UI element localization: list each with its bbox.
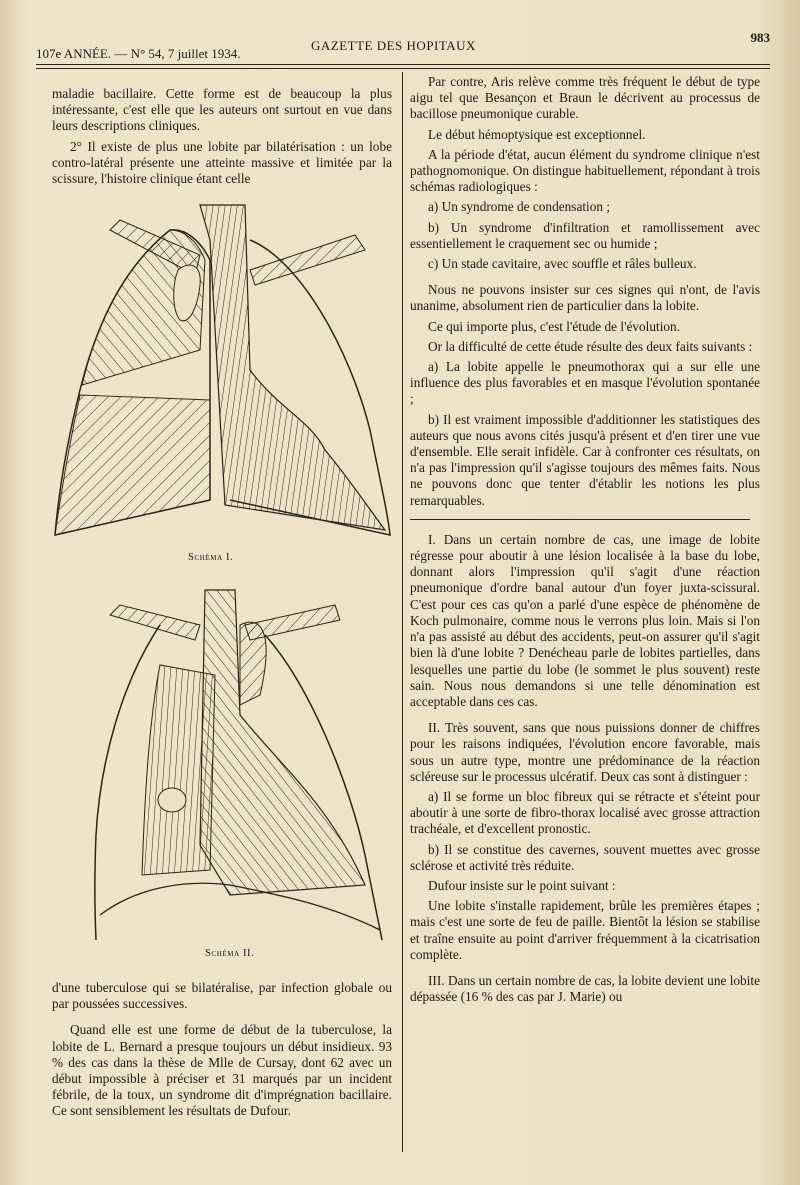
schema-1-figure: [50, 200, 395, 545]
journal-title: GAZETTE DES HOPITAUX: [311, 38, 476, 53]
paragraph: d'une tuberculose qui se bilatéralise, par infection globale ou par poussées successives.: [52, 980, 392, 1012]
paragraph: II. Très souvent, sans que nous puissions donner de chiffres pour les raisons indiquées, l'évolution encore favorable, mais sous un autre type, montre une prédominance de la réaction scléreuse sur le processus ulcératif. Deux cas sont à distinguer :: [410, 720, 760, 784]
paragraph: Une lobite s'installe rapidement, brûle les premières étapes ; mais c'est une sorte de feu de paille. Bientôt la lésion se stabilise et traîne ensuite au point d'arriver fréquemment à la cicatrisation complète.: [410, 898, 760, 962]
right-column: [410, 74, 760, 1009]
paragraph: Or la difficulté de cette étude résulte des deux faits suivants :: [428, 338, 753, 354]
list-item: b) Il est vraiment impossible d'additionner les statistiques des auteurs que nous avons cités jusqu'à présent et d'en tirer une vue d'ensemble. Elle serait infidèle. Car à confronter ces résultats, on n'a pas l'impression qu'il s'agisse toujours des mêmes faits. Nous ne pouvons donc que tenter d'établir les notions les plus remarquables.: [410, 411, 760, 508]
paragraph: Par contre, Aris relève comme très fréquent le début de type aigu tel que Besançon et Braun le décrivent au processus de bacillose pneumonique curable.: [410, 74, 760, 122]
list-item: c) Un stade cavitaire, avec souffle et râles bulleux.: [428, 256, 697, 272]
list-item: b) Il se constitue des cavernes, souvent muettes avec grosse sclérose et activité très réduite.: [410, 841, 760, 873]
paragraph: Ce qui importe plus, c'est l'étude de l'évolution.: [428, 318, 681, 334]
left-column-top: [52, 86, 392, 191]
cavern: [158, 788, 186, 812]
schema-2-figure: [50, 585, 395, 945]
right-clavicle: [250, 235, 365, 285]
header-rule-thin: [36, 68, 770, 69]
paragraph: 2° Il existe de plus une lobite par bilatérisation : un lobe contro-latéral présente une atteinte massive et limitée par la scissure, l'histoire clinique étant celle: [52, 138, 392, 187]
section-rule: [410, 519, 750, 520]
paragraph: maladie bacillaire. Cette forme est de beaucoup la plus intéressante, c'est elle que les auteurs ont surtout en vue dans leurs descriptions cliniques.: [52, 86, 392, 134]
figure-caption-1: Schéma I.: [188, 552, 234, 563]
section-1: I. Dans un certain nombre de cas, une image de lobite régresse pour aboutir à une lésion localisée à la base du lobe, donnant alors l'impression qu'il s'agit d'une réaction pneumonique d'ordre banal autour d'un foyer juxta-scissural. C'est pour ces cas qu'on a parlé d'une espèce de phénomène de Koch pulmonaire, comme nous le verrons plus loin. Mais si l'on n'a pas assisté au début des accidents, peut-on assurer qu'il s'agit bien là d'une lobite ? Denécheau parle de lobites partielles, dans lesquelles une partie du lobe (le sommet le plus souvent) reste sain. Nous nous demandons si une telle dénomination est acceptable dans ces cas.: [410, 531, 760, 709]
right-clavicle: [245, 605, 340, 640]
left-lower-lobe: [55, 395, 210, 535]
paragraph: Le début hémoptysique est exceptionnel.: [428, 126, 646, 142]
list-item: a) La lobite appelle le pneumothorax qui a sur elle une influence des plus favorables et en masque l'évolution spontanée ;: [410, 359, 760, 407]
paragraph: A la période d'état, aucun élément du syndrome clinique n'est pathognomonique. On distingue habituellement, répondant à trois schémas radiologiques :: [410, 146, 760, 195]
page-number: 983: [750, 30, 770, 45]
column-separator: [402, 72, 403, 1152]
header-rule: [36, 64, 770, 65]
list-item: a) Il se forme un bloc fibreux qui se rétracte et s'éteint pour aboutir à une sorte de fibro-thorax localisé avec grosse attraction trachéale, et d'excellent pronostic.: [410, 788, 760, 837]
section-3: III. Dans un certain nombre de cas, la lobite devient une lobite dépassée (16 % des cas par J. Marie) ou: [410, 972, 760, 1005]
figure-caption-2: Schéma II.: [205, 948, 255, 959]
list-item: b) Un syndrome d'infiltration et ramollissement avec essentiellement le craquement sec ou humide ;: [410, 219, 760, 251]
paragraph: Nous ne pouvons insister sur ces signes qui n'ont, de l'avis unanime, absolument rien de particulier dans la lobite.: [410, 282, 760, 314]
list-item: a) Un syndrome de condensation ;: [428, 199, 611, 215]
mediastinum: [200, 205, 385, 530]
issue-info: 107e ANNÉE. — N° 54, 7 juillet 1934.: [36, 46, 241, 61]
left-clavicle: [110, 605, 200, 640]
paragraph: Quand elle est une forme de début de la tuberculose, la lobite de L. Bernard a presque toujours un début insidieux. 93 % des cas dans la thèse de Mlle de Cursay, dont 62 avec un début impossible à préciser et 31 marqués par un incident fébrile, de la toux, un syndrome dit d'imprégnation bacillaire. Ce sont sensiblement les résultats de Dufour.: [52, 1022, 392, 1119]
paragraph: Dufour insiste sur le point suivant :: [428, 877, 616, 893]
left-column-bottom: [52, 980, 392, 1124]
mediastinum: [200, 590, 365, 895]
